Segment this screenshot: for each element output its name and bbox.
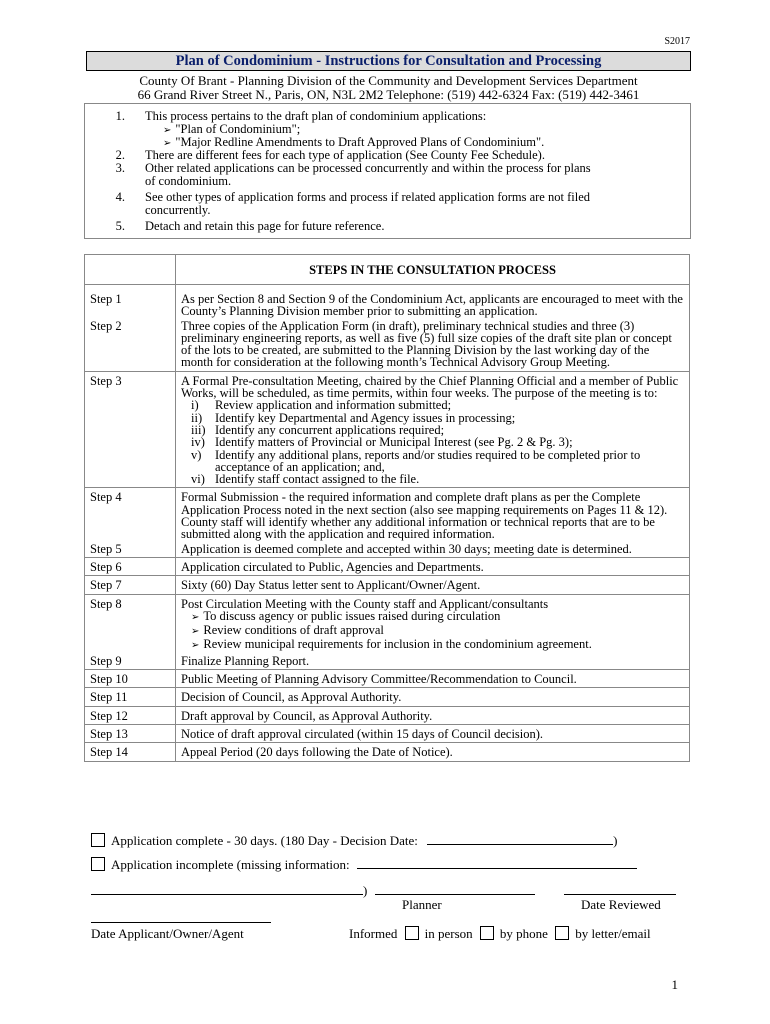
- by-letter-email-label: by letter/email: [575, 926, 651, 941]
- intro-item-4-number: 4.: [115, 190, 125, 204]
- steps-header-row: [85, 255, 690, 285]
- application-incomplete-checkbox[interactable]: [91, 857, 105, 871]
- intro-item-4-line-1: See other types of application forms and process if related application forms are not filed: [145, 190, 590, 204]
- step-label: Step 5: [85, 543, 176, 558]
- step-label: Step 3: [85, 371, 176, 488]
- table-row: [85, 688, 690, 706]
- intro-item-1-bullet-2: ➢ "Major Redline Amendments to Draft Approved Plans of Condominium".: [163, 135, 545, 149]
- step-label: Step 9: [85, 655, 176, 670]
- address-line: 66 Grand River Street N., Paris, ON, N3L 2M2 Telephone: (519) 442-6324 Fax: (519) 442-3461: [137, 87, 640, 102]
- intro-item-5-number: 5.: [115, 219, 125, 233]
- table-row: [85, 285, 690, 320]
- intro-item-1-number: 1.: [115, 109, 125, 123]
- table-row: [85, 320, 690, 372]
- step-label: Step 6: [85, 557, 176, 575]
- arrow-bullet-icon: ➢: [191, 626, 200, 638]
- intro-item-3-line-2: of condominium.: [145, 174, 232, 188]
- intro-item-2: There are different fees for each type of application (See County Fee Schedule).: [145, 148, 545, 162]
- table-row: [85, 706, 690, 724]
- arrow-bullet-icon: ➢: [163, 125, 172, 136]
- step-text: Draft approval by Council, as Approval Authority.: [176, 706, 690, 724]
- step-label: Step 12: [85, 706, 176, 724]
- application-incomplete-row: [91, 856, 637, 873]
- signature-row: ): [91, 882, 676, 899]
- table-row: [85, 743, 690, 761]
- intro-item-1-bullet-1: ➢ "Plan of Condominium";: [163, 122, 301, 136]
- intro-item-3-number: 3.: [115, 161, 125, 175]
- table-row: [85, 724, 690, 742]
- step-label: Step 7: [85, 576, 176, 594]
- application-complete-row: Application complete - 30 days. (180 Day - Decision Date: ): [91, 832, 617, 849]
- step-label: Step 8: [85, 594, 176, 655]
- table-row: [85, 371, 690, 488]
- table-row: [85, 543, 690, 558]
- step-text: Finalize Planning Report.: [176, 655, 690, 670]
- by-letter-email-checkbox[interactable]: [555, 926, 569, 940]
- missing-information-field[interactable]: [357, 856, 637, 869]
- date-applicant-label: Date Applicant/Owner/Agent: [91, 926, 244, 941]
- step-label: Step 1: [85, 285, 176, 320]
- planner-field[interactable]: [375, 882, 535, 895]
- form-code: S2017: [664, 36, 690, 47]
- step-text: Formal Submission - the required information and complete draft plans as per the Complete Application Process noted in the next section (also see mapping requirements on Pages 11 & 12). County staff will identify whether any additional information or technical reports that are to be submitted along with the application and required information.: [176, 488, 690, 543]
- steps-header: STEPS IN THE CONSULTATION PROCESS: [176, 255, 690, 285]
- intro-item-2-number: 2.: [115, 148, 125, 162]
- table-row: [85, 576, 690, 594]
- in-person-label: in person: [424, 926, 473, 941]
- intro-list: [84, 103, 691, 239]
- table-row: [85, 655, 690, 670]
- step-label: Step 2: [85, 320, 176, 372]
- by-phone-checkbox[interactable]: [480, 926, 494, 940]
- intro-item-4-line-2: concurrently.: [145, 203, 211, 217]
- step-text: Notice of draft approval circulated (within 15 days of Council decision).: [176, 724, 690, 742]
- step-text: Decision of Council, as Approval Authority.: [176, 688, 690, 706]
- decision-date-field[interactable]: [427, 832, 613, 845]
- application-complete-checkbox[interactable]: [91, 833, 105, 847]
- step-text: Application is deemed complete and accepted within 30 days; meeting date is determined.: [176, 543, 690, 558]
- in-person-checkbox[interactable]: [405, 926, 419, 940]
- steps-table: [84, 254, 690, 762]
- informed-row: [349, 926, 651, 942]
- step-text: A Formal Pre-consultation Meeting, chaired by the Chief Planning Official and a member of Public Works, will be scheduled, as time permits, within four weeks. The purpose of the meeting is to: i) Review application and information submitted; ii) Identify key Departmental and Agency issues in processing; iii) Identify any concurrent applications required; iv) Identify matters of Provincial or Municipal Interest (see Pg. 2 & Pg. 3); v) Identify any additional plans, reports and/or studies required to be completed prior to acceptance of an application; and, vi) Identify staff contact assigned to the file.: [176, 371, 690, 488]
- page-number: 1: [671, 977, 678, 992]
- table-row: [85, 488, 690, 543]
- department-line: County Of Brant - Planning Division of the Community and Development Services Department: [139, 73, 638, 88]
- by-phone-label: by phone: [499, 926, 548, 941]
- informed-label: Informed: [349, 926, 398, 941]
- step-label: Step 14: [85, 743, 176, 761]
- table-row: [85, 594, 690, 655]
- date-reviewed-field[interactable]: [564, 882, 676, 895]
- application-complete-label: Application complete - 30 days. (180 Day - Decision Date:: [111, 833, 418, 848]
- arrow-bullet-icon: ➢: [191, 640, 200, 652]
- intro-item-5: Detach and retain this page for future reference.: [145, 219, 385, 233]
- step-label: Step 11: [85, 688, 176, 706]
- step-label: Step 10: [85, 670, 176, 688]
- planner-label: Planner: [402, 897, 442, 912]
- step-text: As per Section 8 and Section 9 of the Condominium Act, applicants are encouraged to meet with the County’s Planning Division member prior to submitting an application.: [176, 285, 690, 320]
- step-text: Application circulated to Public, Agencies and Departments.: [176, 557, 690, 575]
- step-label: Step 4: [85, 488, 176, 543]
- intro-item-3-line-1: Other related applications can be processed concurrently and within the process for plans: [145, 161, 591, 175]
- applicant-name-field[interactable]: [91, 882, 363, 895]
- arrow-bullet-icon: ➢: [191, 611, 200, 623]
- table-row: [85, 557, 690, 575]
- step-text: Three copies of the Application Form (in draft), preliminary technical studies and three (3) preliminary engineering reports, as well as five (5) full size copies of the draft site plan or concept of the lots to be created, are submitted to the Planning Division by the last working day of the month for consideration at the following month’s Technical Advisory Group Meeting.: [176, 320, 690, 372]
- step-text: Appeal Period (20 days following the Date of Notice).: [176, 743, 690, 761]
- step-label: Step 13: [85, 724, 176, 742]
- step-text: Sixty (60) Day Status letter sent to Applicant/Owner/Agent.: [176, 576, 690, 594]
- intro-item-1: This process pertains to the draft plan of condominium applications:: [145, 109, 487, 123]
- step-text: Post Circulation Meeting with the County staff and Applicant/consultants ➢ To discuss agency or public issues raised during circulation ➢ Review conditions of draft approval ➢ Review municipal requirements for inclusion in the condominium agreement.: [176, 594, 690, 655]
- step-text: Public Meeting of Planning Advisory Committee/Recommendation to Council.: [176, 670, 690, 688]
- document-title: Plan of Condominium - Instructions for Consultation and Processing: [86, 51, 691, 71]
- application-incomplete-label: Application incomplete (missing information:: [111, 857, 350, 872]
- date-reviewed-label: Date Reviewed: [581, 897, 661, 912]
- arrow-bullet-icon: ➢: [163, 138, 172, 149]
- table-row: [85, 670, 690, 688]
